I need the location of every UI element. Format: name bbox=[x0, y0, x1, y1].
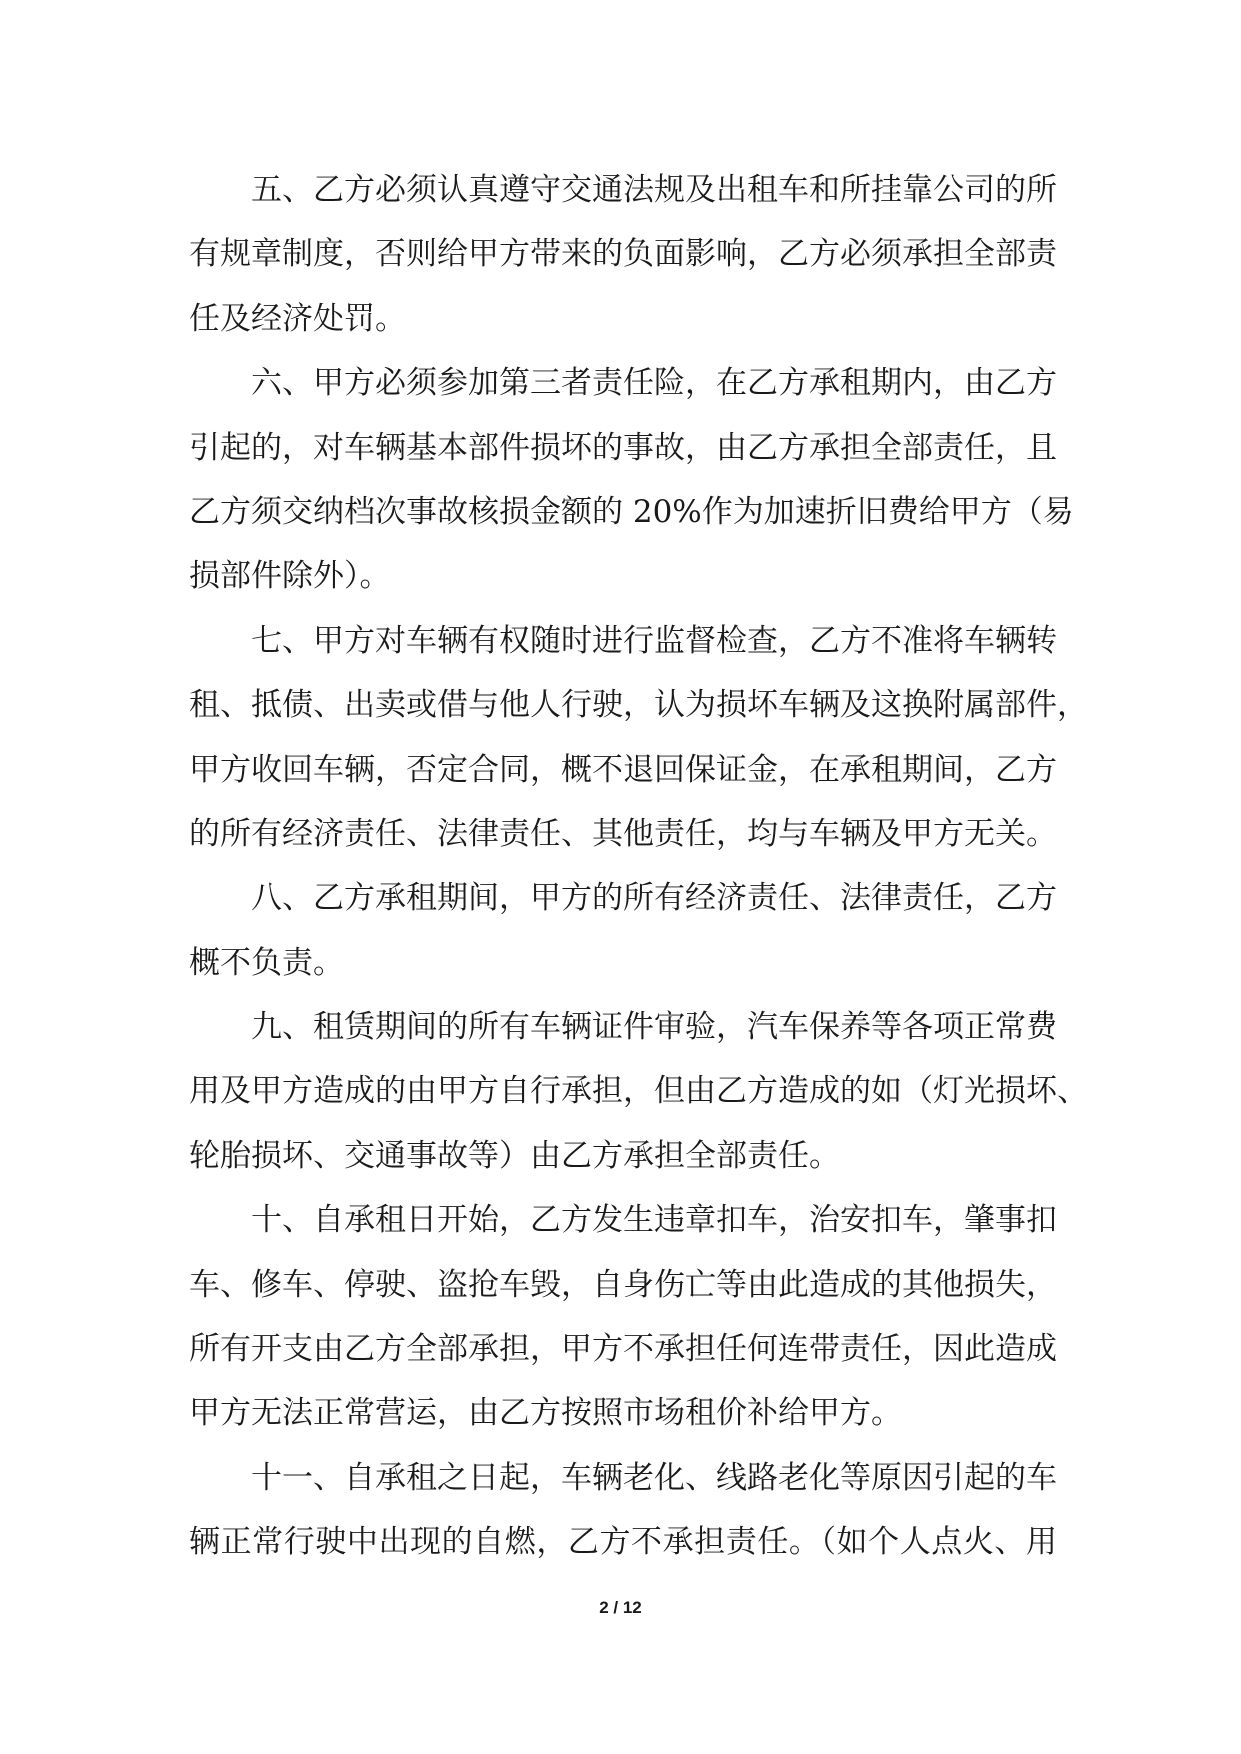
text-line: 所有开支由乙方全部承担，甲方不承担任何连带责任，因此造成 bbox=[189, 1331, 1057, 1368]
clause-8 bbox=[189, 866, 1057, 995]
text-line: 九、租赁期间的所有车辆证件审验，汽车保养等各项正常费 bbox=[251, 1009, 1057, 1046]
text-line: 七、甲方对车辆有权随时进行监督检查，乙方不准将车辆转 bbox=[251, 622, 1057, 659]
clause-7 bbox=[189, 609, 1088, 867]
text-line: 六、甲方必须参加第三者责任险，在乙方承租期内，由乙方 bbox=[251, 365, 1057, 402]
text-line: 引起的，对车辆基本部件损坏的事故，由乙方承担全部责任，且 bbox=[189, 429, 1057, 466]
clause-10 bbox=[189, 1188, 1057, 1446]
clause-9 bbox=[189, 995, 1088, 1188]
text-line: 车、修车、停驶、盗抢车毁，自身伤亡等由此造成的其他损失， bbox=[189, 1266, 1057, 1303]
text-line: 辆正常行驶中出现的自燃，乙方不承担责任。（如个人点火、用 bbox=[189, 1524, 1057, 1561]
page-number: 2 / 12 bbox=[599, 1598, 642, 1617]
text-line: 的所有经济责任、法律责任、其他责任，均与车辆及甲方无关。 bbox=[189, 815, 1057, 852]
text-line: 十一、自承租之日起，车辆老化、线路老化等原因引起的车 bbox=[251, 1459, 1057, 1496]
text-line: 有规章制度，否则给甲方带来的负面影响，乙方必须承担全部责 bbox=[189, 236, 1057, 273]
text-line: 损部件除外）。 bbox=[189, 558, 391, 595]
text-line: 甲方收回车辆，否定合同，概不退回保证金，在承租期间，乙方 bbox=[189, 751, 1057, 788]
text-line: 八、乙方承租期间，甲方的所有经济责任、法律责任，乙方 bbox=[251, 880, 1057, 917]
text-line: 五、乙方必须认真遵守交通法规及出租车和所挂靠公司的所 bbox=[251, 172, 1057, 208]
text-line: 任及经济处罚。 bbox=[189, 300, 406, 337]
text-line: 甲方无法正常营运，由乙方按照市场租价补给甲方。 bbox=[189, 1395, 902, 1432]
text-line: 用及甲方造成的由甲方自行承担，但由乙方造成的如（灯光损坏、 bbox=[189, 1073, 1088, 1110]
text-line: 轮胎损坏、交通事故等）由乙方承担全部责任。 bbox=[189, 1137, 840, 1174]
clause-11 bbox=[189, 1446, 1057, 1575]
document-body bbox=[189, 158, 1088, 1575]
text-line: 十、自承租日开始，乙方发生违章扣车，治安扣车，肇事扣 bbox=[251, 1202, 1057, 1239]
clause-5 bbox=[189, 158, 1057, 351]
clause-6 bbox=[189, 351, 1074, 609]
text-line: 概不负责。 bbox=[189, 944, 344, 981]
text-line: 租、抵债、出卖或借与他人行驶，认为损坏车辆及这换附属部件， bbox=[189, 687, 1088, 724]
text-line: 乙方须交纳档次事故核损金额的 20%作为加速折旧费给甲方（易 bbox=[189, 493, 1074, 530]
